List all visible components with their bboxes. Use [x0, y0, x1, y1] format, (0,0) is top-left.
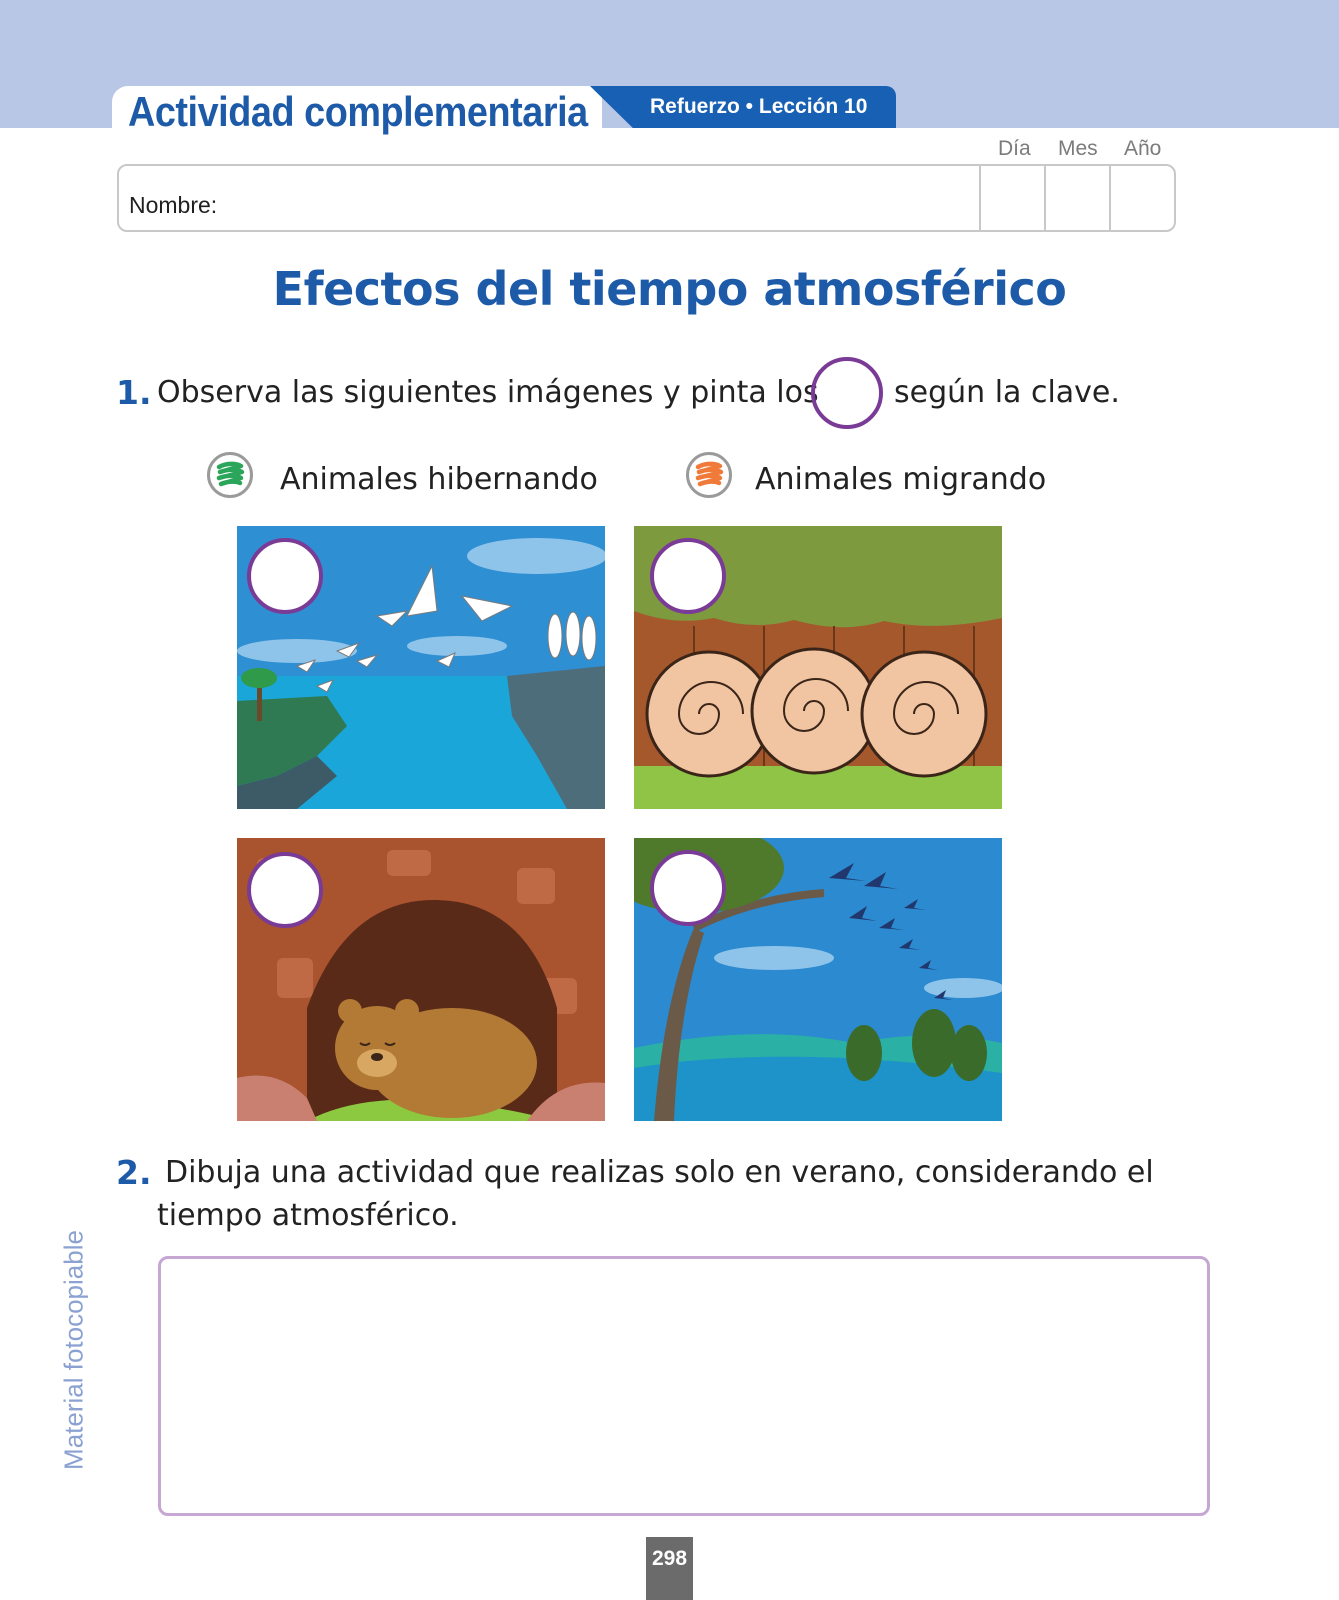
activity-title: Actividad complementaria — [128, 88, 588, 135]
day-field-divider — [979, 164, 981, 232]
answer-circle-3[interactable] — [247, 852, 323, 928]
month-label: Mes — [1058, 137, 1098, 160]
key-hibernating-label: Animales hibernando — [280, 462, 598, 497]
day-label: Día — [998, 137, 1031, 160]
swallows-migrating-image — [634, 838, 1002, 1121]
green-scribble-icon — [207, 452, 253, 498]
question-2-text-line1: Dibuja una actividad que realizas solo en verano, considerando el — [165, 1155, 1154, 1190]
answer-circle-2[interactable] — [650, 538, 726, 614]
question-1-number: 1. — [116, 373, 152, 412]
answer-circle-4[interactable] — [650, 850, 726, 926]
snails-hibernating-image — [634, 526, 1002, 809]
year-field-divider — [1109, 164, 1111, 232]
question-1-text-end: según la clave. — [894, 375, 1120, 410]
circle-icon — [811, 357, 883, 429]
birds-flying-over-sea-image — [237, 526, 605, 809]
year-label: Año — [1124, 137, 1162, 160]
bear-hibernating-in-cave-image — [237, 838, 605, 1121]
lesson-badge: Refuerzo • Lección 10 — [650, 95, 868, 118]
question-1-text: Observa las siguientes imágenes y pinta los — [157, 375, 819, 410]
name-field[interactable] — [117, 164, 1176, 232]
answer-circle-1[interactable] — [247, 538, 323, 614]
key-migrating-label: Animales migrando — [755, 462, 1047, 497]
orange-scribble-icon — [686, 452, 732, 498]
question-2-text-line2: tiempo atmosférico. — [157, 1198, 459, 1233]
drawing-area[interactable] — [158, 1256, 1210, 1516]
question-2-number: 2. — [116, 1153, 152, 1192]
page-title: Efectos del tiempo atmosférico — [272, 262, 1067, 316]
month-field-divider — [1044, 164, 1046, 232]
page-number: 298 — [651, 1547, 688, 1570]
name-label: Nombre: — [129, 192, 218, 218]
side-label: Material fotocopiable — [58, 1230, 89, 1470]
